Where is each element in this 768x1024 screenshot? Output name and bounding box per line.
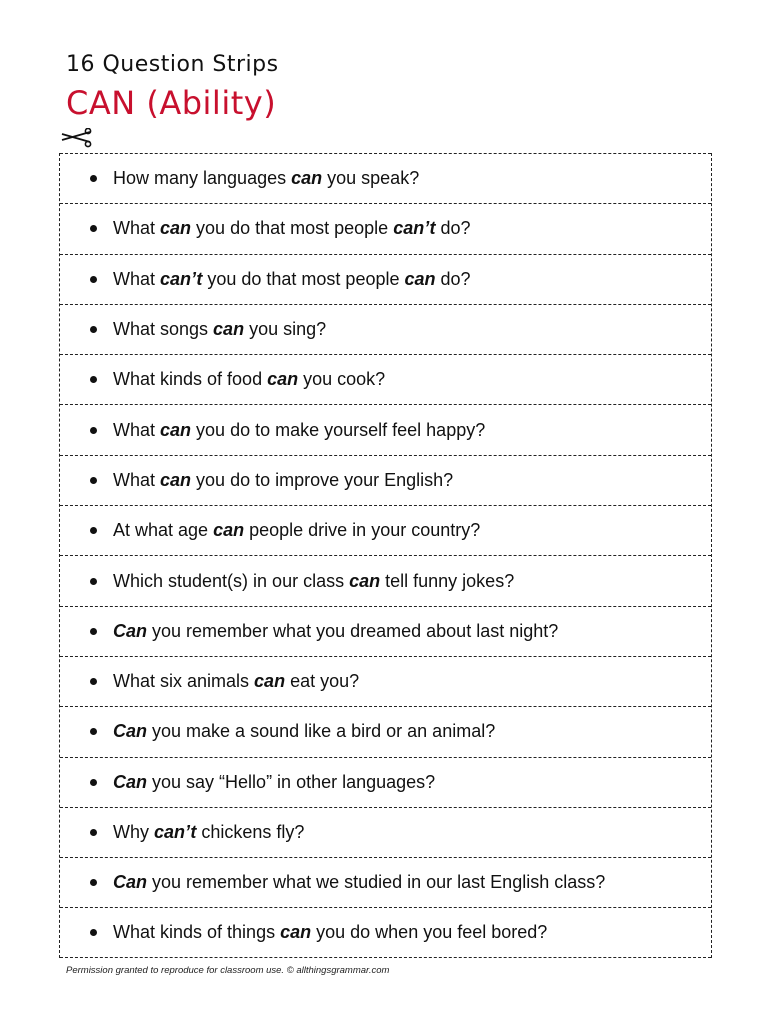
bullet-icon — [90, 929, 97, 936]
question-text — [113, 218, 471, 239]
modal-verb: can’t — [393, 218, 436, 239]
page-title: 16 Question Strips — [66, 52, 279, 77]
question-text — [113, 822, 304, 843]
question-strip — [60, 254, 711, 304]
bullet-icon — [90, 779, 97, 786]
question-fragment: you sing? — [244, 319, 327, 340]
question-text — [113, 470, 453, 491]
question-strip — [60, 807, 711, 857]
bullet-icon — [90, 376, 97, 383]
modal-verb: can — [160, 469, 192, 490]
question-text — [113, 772, 435, 793]
bullet-icon — [90, 628, 97, 635]
modal-verb: can — [404, 268, 436, 289]
question-fragment: tell funny jokes? — [380, 570, 515, 591]
modal-verb: can — [267, 369, 299, 390]
question-fragment: Why — [113, 822, 155, 842]
question-strip — [60, 505, 711, 555]
modal-verb: can — [213, 319, 245, 340]
question-strip — [60, 455, 711, 505]
question-fragment: What — [113, 469, 161, 490]
question-strip — [60, 656, 711, 706]
question-text — [113, 922, 547, 943]
scissors-icon — [60, 128, 94, 150]
question-fragment: you do to make yourself feel happy? — [191, 419, 486, 440]
question-strip — [60, 706, 711, 756]
question-fragment: What — [113, 268, 161, 289]
question-fragment: you remember what you dreamed about last night? — [147, 620, 559, 641]
bullet-icon — [90, 829, 97, 836]
question-fragment: Which student(s) in our class — [113, 570, 350, 591]
modal-verb: can — [291, 168, 323, 189]
modal-verb: can — [160, 419, 192, 440]
question-fragment: people drive in your country? — [244, 520, 481, 541]
question-strip — [60, 555, 711, 605]
question-strip — [60, 606, 711, 656]
bullet-icon — [90, 728, 97, 735]
bullet-icon — [90, 225, 97, 232]
modal-verb: can’t — [154, 822, 197, 842]
question-text — [113, 269, 471, 290]
question-fragment: you do that most people — [191, 218, 394, 239]
question-fragment: you do that most people — [202, 268, 405, 289]
page-subtitle: CAN (Ability) — [66, 84, 277, 122]
question-strip — [60, 757, 711, 807]
question-fragment: do? — [435, 268, 471, 289]
question-strip — [60, 907, 711, 957]
bullet-icon — [90, 527, 97, 534]
bullet-icon — [90, 276, 97, 283]
question-fragment: you say “Hello” in other languages? — [147, 771, 436, 792]
question-text — [113, 621, 558, 642]
modal-verb: Can — [113, 721, 148, 742]
question-fragment: you make a sound like a bird or an animal? — [147, 721, 496, 742]
modal-verb: can — [280, 922, 312, 943]
question-fragment: you speak? — [322, 168, 420, 189]
question-fragment: What songs — [113, 319, 214, 340]
question-text — [113, 571, 514, 592]
question-text — [113, 319, 326, 340]
modal-verb: can — [160, 218, 192, 239]
modal-verb: Can — [113, 620, 148, 641]
question-strip — [60, 354, 711, 404]
question-fragment: you do to improve your English? — [191, 469, 454, 490]
modal-verb: can’t — [160, 268, 203, 289]
question-strip — [60, 304, 711, 354]
question-fragment: At what age — [113, 520, 214, 541]
bullet-icon — [90, 678, 97, 685]
question-fragment: What — [113, 419, 161, 440]
question-text — [113, 369, 385, 390]
question-fragment: eat you? — [285, 671, 360, 692]
bullet-icon — [90, 326, 97, 333]
question-strip — [60, 203, 711, 253]
modal-verb: Can — [113, 771, 148, 792]
question-fragment: do? — [435, 218, 471, 239]
bullet-icon — [90, 879, 97, 886]
question-strip-list — [59, 153, 712, 958]
question-strip — [60, 857, 711, 907]
modal-verb: Can — [113, 872, 148, 893]
question-fragment: you remember what we studied in our last English class? — [147, 872, 606, 893]
question-fragment: you do when you feel bored? — [311, 922, 548, 943]
bullet-icon — [90, 175, 97, 182]
question-strip — [60, 404, 711, 454]
modal-verb: can — [213, 520, 245, 541]
question-fragment: What — [113, 218, 161, 239]
bullet-icon — [90, 578, 97, 585]
question-fragment: chickens fly? — [196, 822, 305, 842]
question-text — [113, 671, 359, 692]
question-text — [113, 721, 495, 742]
question-fragment: you cook? — [298, 369, 386, 390]
question-text — [113, 872, 605, 893]
permission-footer: Permission granted to reproduce for classroom use. © allthingsgrammar.com — [66, 965, 390, 976]
question-fragment: How many languages — [113, 168, 292, 189]
modal-verb: can — [254, 671, 286, 692]
bullet-icon — [90, 427, 97, 434]
question-strip — [60, 153, 711, 203]
bullet-icon — [90, 477, 97, 484]
question-text — [113, 420, 485, 441]
question-text — [113, 168, 419, 189]
question-text — [113, 520, 480, 541]
modal-verb: can — [349, 570, 381, 591]
question-fragment: What six animals — [113, 671, 255, 692]
question-fragment: What kinds of things — [113, 922, 281, 943]
question-fragment: What kinds of food — [113, 369, 268, 390]
